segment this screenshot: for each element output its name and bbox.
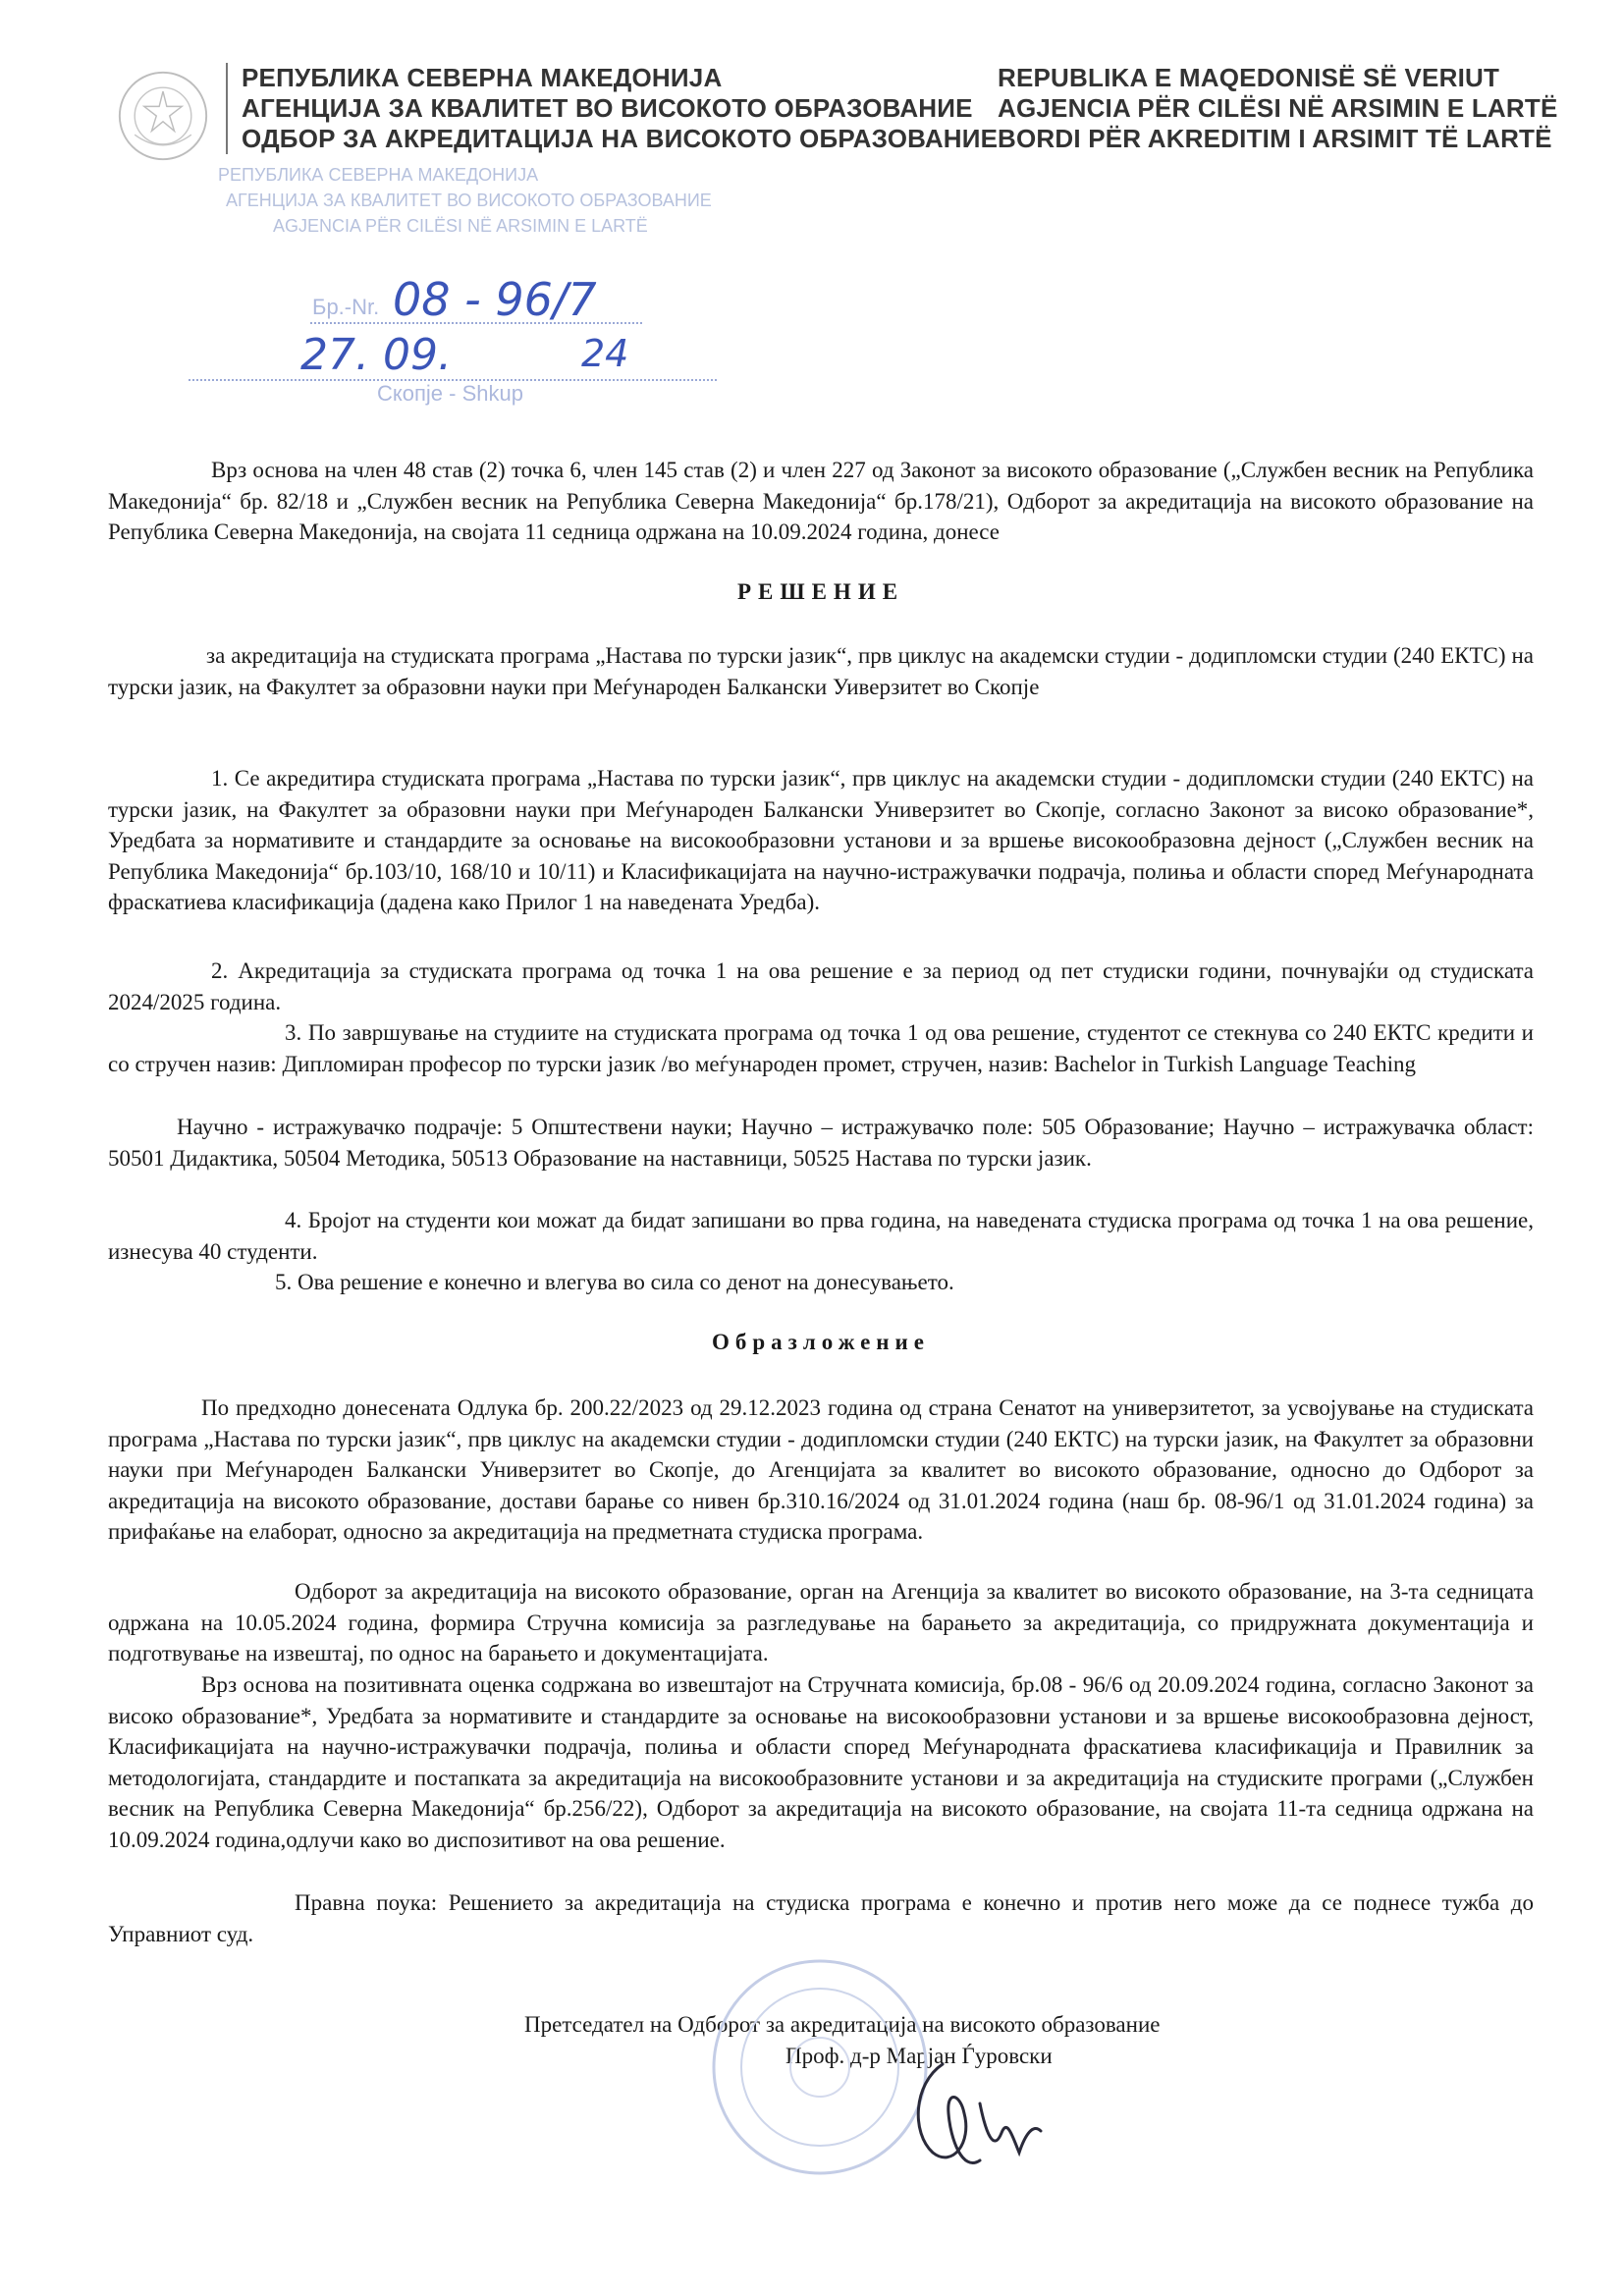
header-line: ОДБОР ЗА АКРЕДИТАЦИЈА НА ВИСОКОТО ОБРАЗОВАНИЕ: [242, 124, 999, 153]
point-1: 1. Се акредитира студиската програма „Настава по турски јазик“, прв циклус на академски студии - додипломски студии (240 ЕКТС) на турски јазик, на Факултет за образовни науки при Меѓународен Балкански Универзитет во Скопје, согласно Законот за високо образование*, Уредбата за нормативите и стандардите за основање на високообразовни установи и за вршење високообразовна дејност („Службен весник на Република Македонија“ бр.103/10, 168/10 и 10/11) и Класификацијата на научно-истражувачки подрачја, полиња и области според Меѓународната фраскатиева класификација (дадена како Прилог 1 на наведената Уредба).: [108, 766, 1534, 914]
point-3: 3. По завршување на студиите на студиската програма од точка 1 од ова решение, студентот се стекнува со 240 ЕКТС кредити и со стручен назив: Дипломиран професор по турски јазик /во меѓународен промет, стручен, назив: Bachelor in Turkish Language Teaching: [108, 1020, 1534, 1076]
header-macedonian: [226, 63, 1007, 154]
signatory-title: Претседател на Одборот за акредитација на високото образование: [524, 2012, 1161, 2037]
point-4: 4. Бројот на студенти кои можат да бидат запишани во прва година, на наведената студиска програма од точка 1 на ова решение, изнесува 40 студенти.: [108, 1208, 1534, 1264]
decision-title: РЕШЕНИЕ: [736, 579, 905, 604]
header-albanian: [998, 63, 1606, 154]
decision-subject: за акредитација на студиската програма „Настава по турски јазик“, прв циклус на академски студии - додипломски студии (240 ЕКТС) на турски јазик, на Факултет за образовни науки при Меѓународен Балкански Уиверзитет во Скопје: [108, 643, 1534, 699]
header-line: REPUBLIKA E MAQEDONISË SË VERIUT: [998, 63, 1500, 92]
coat-of-arms-icon: [116, 69, 210, 163]
stamp-number-label: Бр.-Nr.: [312, 295, 380, 319]
point-3-classification: Научно - истражувачко подрачје: 5 Општествени науки; Научно – истражувачко поле: 505 Образование; Научно – истражувачка област: 50501 Дидактика, 50504 Методика, 50513 Образование на наставници, 50525 Настава по турски јазик.: [108, 1115, 1534, 1171]
header-line: BORDI PËR AKREDITIM I ARSIMIT TË LARTË: [998, 124, 1552, 153]
stamp-number: 08 - 96/7: [393, 273, 597, 326]
stamp-text-line: AGJENCIA PËR CILËSI NË ARSIMIN E LARTË: [273, 216, 648, 236]
reasoning-paragraph-3: Врз основа на позитивната оценка содржана во извештајот на Стручната комисија, бр.08 - 96/6 од 20.09.2024 година, согласно Законот за високо образование*, Уредбата за нормативите и стандардите за основање на високообразовни установи и за вршење високообразовна дејност, Класификацијата на научно-истражувачки подрачја, полиња и области според Меѓународната фраскатиева класификација и Правилник за методологијата, стандардите и постапката за акредитација на високообразовните установи и за акредитација на студиските програми („Службен весник на Република Северна Македонија“ бр.256/22), Одборот за акредитација на високото образование, на својата 11-та седница одржана на 10.09.2024 година,одлучи како во диспозитивот на ова решение.: [108, 1672, 1534, 1852]
signatory-name: Проф. д-р Марјан Ѓуровски: [785, 2044, 1053, 2068]
stamp-text-line: РЕПУБЛИКА СЕВЕРНА МАКЕДОНИЈА: [218, 165, 539, 185]
header-line: AGJENCIA PËR CILËSI NË ARSIMIN E LARTË: [998, 93, 1558, 123]
stamp-date: 27. 09.: [300, 330, 452, 380]
intro-paragraph: Врз основа на член 48 став (2) точка 6, член 145 став (2) и член 227 од Законот за високото образование („Службен весник на Република Македонија“ бр. 82/18 и „Службен весник на Република Северна Македонија“ бр.178/21), Одборот за акредитација на високото образование на Република Северна Македонија, на својата 11 седница одржана на 10.09.2024 година, донесе: [108, 458, 1534, 544]
header-line: АГЕНЦИЈА ЗА КВАЛИТЕТ ВО ВИСОКОТО ОБРАЗОВАНИЕ: [242, 93, 973, 123]
reasoning-paragraph-2: Одборот за акредитација на високото образование, орган на Агенција за квалитет во високото образование, на 3-та седницата одржана на 10.05.2024 година, формира Стручна комисија за разгледување на барањето за акредитација, со придружната документација и подготвување на извештај, по однос на барањето и документацијата.: [108, 1579, 1534, 1666]
reasoning-paragraph-1: По предходно донесената Одлука бр. 200.22/2023 од 29.12.2023 година од страна Сенатот на универзитетот, за усвојување на студиската програма „Настава по турски јазик“, прв циклус на академски студии - додипломски студии (240 ЕКТС) на турски јазик, на Факултет за образовни науки при Меѓународен Балкански Универзитет во Скопје, до Агенцијата за квалитет во високото образование, односно до Одборот за акредитација на високото образование, достави барање со нивен бр.310.16/2024 од 31.01.2024 година (наш бр. 08-96/1 од 31.01.2024 година) за прифаќање на елаборат, односно за акредитација на предметната студиска програма.: [108, 1395, 1534, 1544]
legal-remedy: Правна поука: Решението за акредитација на студиска програма е конечно и против него може да се поднесе тужба до Управниот суд.: [108, 1890, 1534, 1946]
stamp-text-line: АГЕНЦИЈА ЗА КВАЛИТЕТ ВО ВИСОКОТО ОБРАЗОВАНИЕ: [226, 191, 712, 210]
stamp-underline: [310, 320, 644, 326]
official-seal: [707, 1954, 933, 2180]
stamp-city: Скопје - Shkup: [377, 381, 523, 406]
point-2: 2. Акредитација за студиската програма од точка 1 на ова решение е за период од пет студиски години, почнувајќи од студиската 2024/2025 година.: [108, 958, 1534, 1014]
stamp-year: 24: [581, 332, 629, 375]
header-line: РЕПУБЛИКА СЕВЕРНА МАКЕДОНИЈА: [242, 63, 723, 92]
handwritten-signature: [903, 2045, 1070, 2182]
point-5: 5. Ова решение е конечно и влегува во сила со денот на донесувањето.: [275, 1270, 954, 1294]
reasoning-title: Образложение: [711, 1330, 931, 1354]
